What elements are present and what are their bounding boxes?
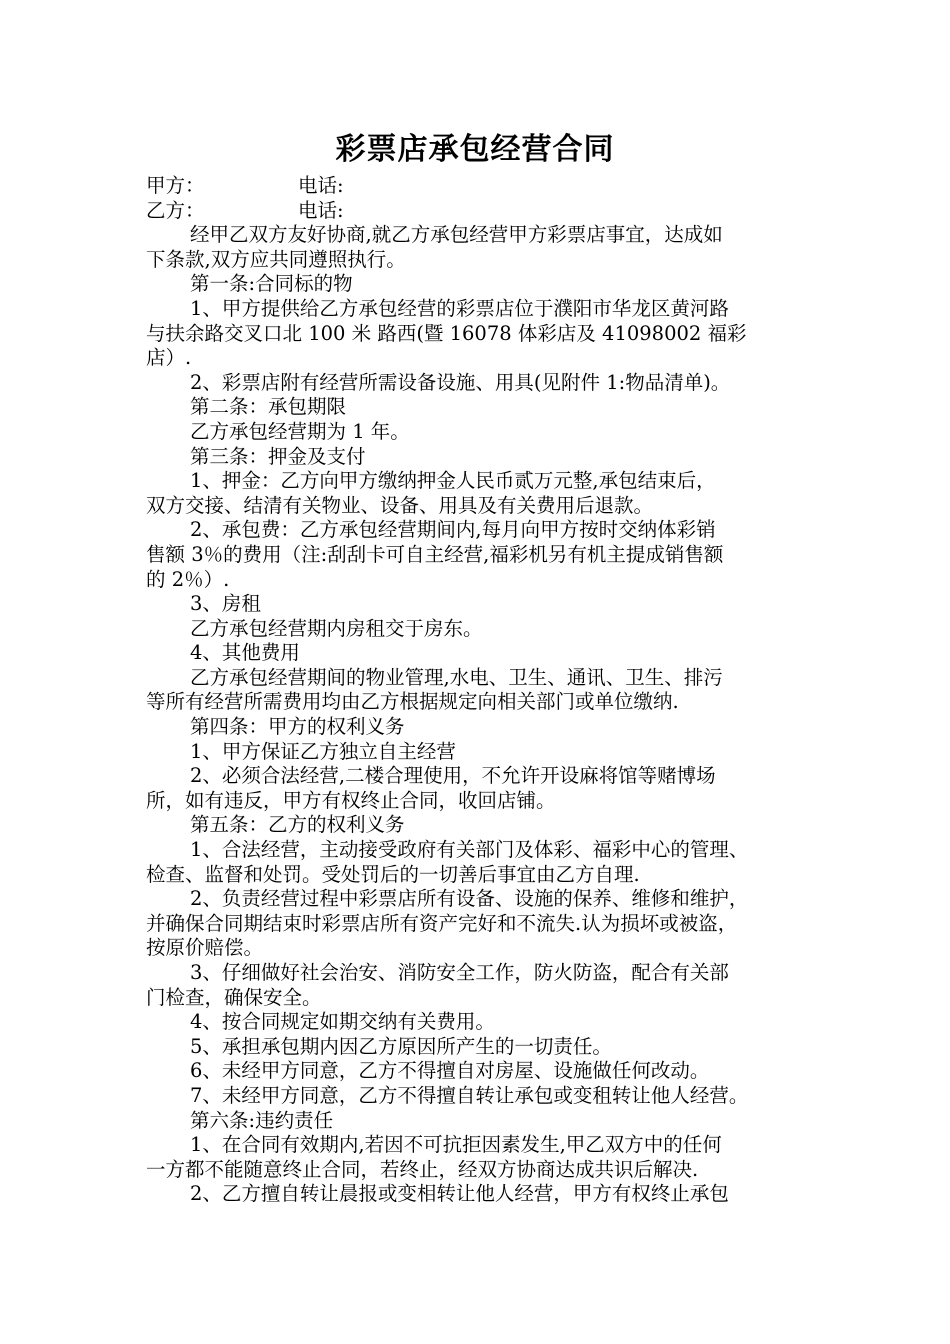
text-line: 所，如有违反，甲方有权终止合同，收回店铺。 bbox=[146, 788, 556, 812]
text-line: 第三条：押金及支付 bbox=[190, 444, 366, 468]
party-a-line bbox=[146, 174, 810, 199]
text-line: 第五条：乙方的权利义务 bbox=[190, 813, 405, 837]
text-line: 门检查，确保安全。 bbox=[146, 985, 322, 1009]
text-line: 按原价赔偿。 bbox=[146, 936, 264, 960]
text-line: 2、负责经营过程中彩票店所有设备、设施的保养、维修和维护， bbox=[190, 887, 749, 911]
text-line: 第一条:合同标的物 bbox=[190, 272, 353, 296]
text-line: 1、在合同有效期内,若因不可抗拒因素发生,甲乙双方中的任何 bbox=[190, 1133, 722, 1157]
text-line: 乙方承包经营期为 1 年。 bbox=[190, 419, 410, 443]
text-line: 3、房租 bbox=[190, 592, 261, 616]
text-line: 2、彩票店附有经营所需设备设施、用具(见附件 1:物品清单)。 bbox=[190, 370, 731, 394]
text-line: 店）. bbox=[146, 346, 192, 370]
text-line: 乙方承包经营期间的物业管理,水电、卫生、通讯、卫生、排污 bbox=[190, 665, 723, 689]
text-line: 第二条：承包期限 bbox=[190, 395, 347, 419]
text-line: 1、押金：乙方向甲方缴纳押金人民币贰万元整,承包结束后， bbox=[190, 469, 716, 493]
party-a-phone: 电话: bbox=[298, 174, 344, 197]
text-line: 与扶余路交叉口北 100 米 路西(暨 16078 体彩店及 41098002 福彩 bbox=[146, 321, 747, 345]
text-line: 售额 3％的费用（注:刮刮卡可自主经营,福彩机另有机主提成销售额 bbox=[146, 542, 724, 566]
text-line: 乙方承包经营期内房租交于房东。 bbox=[190, 616, 483, 640]
text-line: 第六条:违约责任 bbox=[190, 1108, 334, 1132]
text-line: 第四条：甲方的权利义务 bbox=[190, 715, 405, 739]
text-line: 1、甲方保证乙方独立自主经营 bbox=[190, 739, 456, 763]
party-a-label: 甲方： bbox=[146, 174, 205, 197]
text-line: 经甲乙双方友好协商,就乙方承包经营甲方彩票店事宜，达成如 bbox=[190, 223, 723, 247]
text-line: 1、甲方提供给乙方承包经营的彩票店位于濮阳市华龙区黄河路 bbox=[190, 296, 729, 320]
text-line: 2、乙方擅自转让晨报或变相转让他人经营，甲方有权终止承包 bbox=[190, 1182, 729, 1206]
party-b-line bbox=[146, 199, 810, 224]
text-line: 2、必须合法经营,二楼合理使用，不允许开设麻将馆等赌博场 bbox=[190, 764, 716, 788]
party-b-phone: 电话: bbox=[298, 198, 344, 222]
party-b-label: 乙方： bbox=[146, 198, 205, 222]
text-line: 1、合法经营，主动接受政府有关部门及体彩、福彩中心的管理、 bbox=[190, 838, 749, 862]
text-line: 4、其他费用 bbox=[190, 641, 300, 665]
text-line: 4、按合同规定如期交纳有关费用。 bbox=[190, 1010, 495, 1034]
text-line: 并确保合同期结束时彩票店所有资产完好和不流失.认为损坏或被盗， bbox=[146, 911, 738, 935]
document-title: 彩票店承包经营合同 bbox=[335, 132, 615, 167]
text-line: 5、承担承包期内因乙方原因所产生的一切责任。 bbox=[190, 1034, 612, 1058]
text-line: 2、承包费：乙方承包经营期间内,每月向甲方按时交纳体彩销 bbox=[190, 518, 716, 542]
text-line: 的 2％）. bbox=[146, 567, 230, 591]
text-line: 等所有经营所需费用均由乙方根据规定向相关部门或单位缴纳. bbox=[146, 690, 679, 714]
text-line: 双方交接、结清有关物业、设备、用具及有关费用后退款。 bbox=[146, 493, 654, 517]
document-body bbox=[146, 174, 810, 1207]
text-line: 6、未经甲方同意，乙方不得擅自对房屋、设施做任何改动。 bbox=[190, 1059, 710, 1083]
text-line: 3、仔细做好社会治安、消防安全工作，防火防盗，配合有关部 bbox=[190, 961, 729, 984]
text-line: 检查、监督和处罚。受处罚后的一切善后事宜由乙方自理. bbox=[146, 862, 640, 886]
text-line: 一方都不能随意终止合同，若终止，经双方协商达成共识后解决. bbox=[146, 1157, 699, 1181]
text-line: 7、未经甲方同意，乙方不得擅自转让承包或变租转让他人经营。 bbox=[190, 1083, 749, 1107]
text-line: 下条款,双方应共同遵照执行。 bbox=[146, 247, 406, 271]
